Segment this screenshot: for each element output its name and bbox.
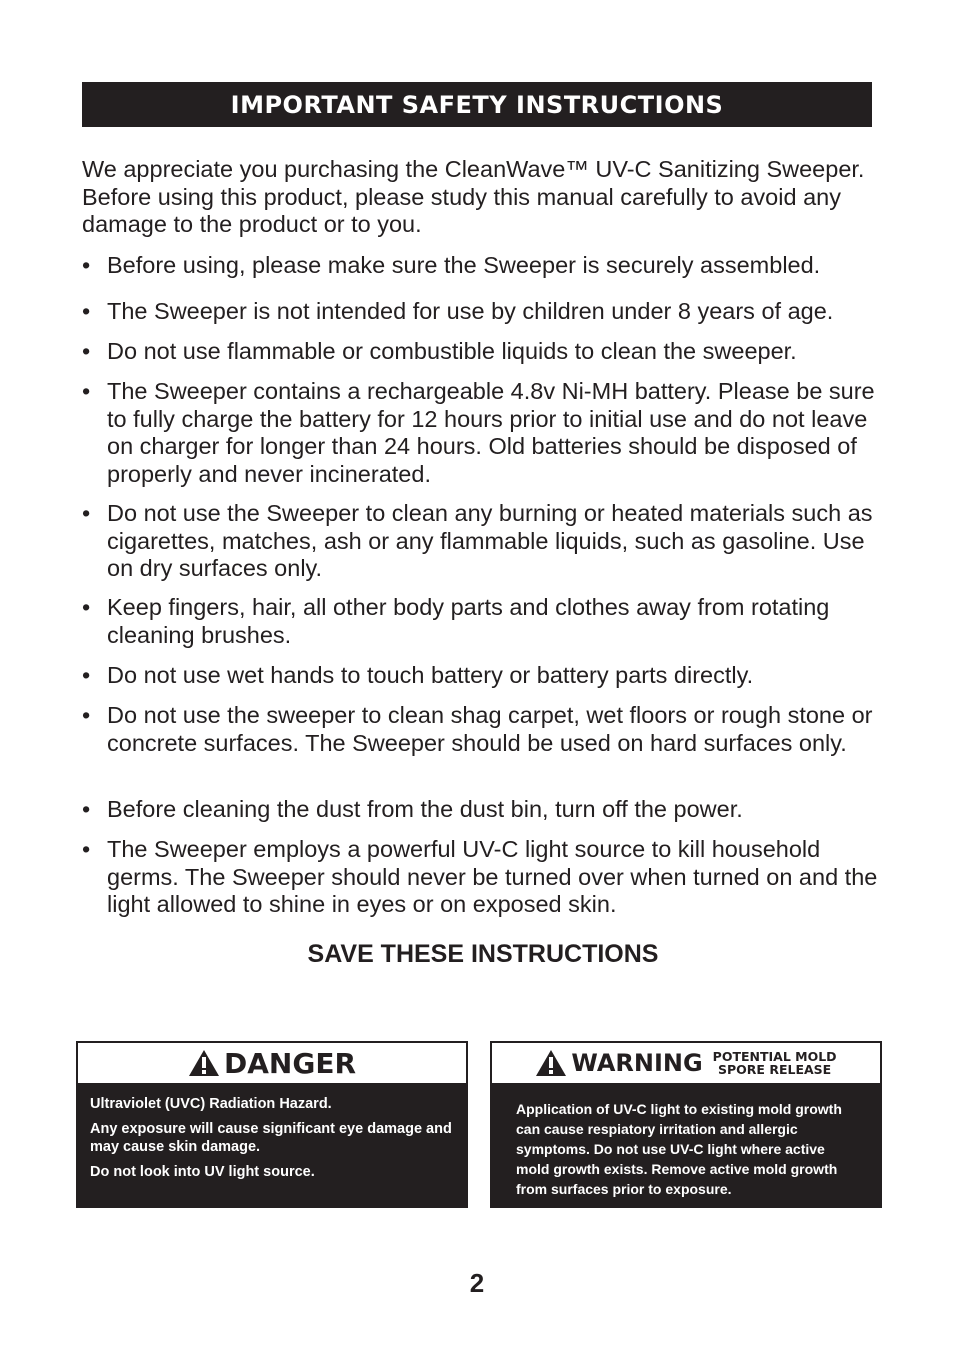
list-item-text: Before using, please make sure the Sweeper is securely assembled. (107, 252, 821, 278)
warning-signal-word: WARNING (571, 1049, 703, 1077)
warning-triangle-icon (188, 1049, 220, 1077)
danger-signal-word: DANGER (223, 1046, 356, 1080)
warning-label-body: Application of UV-C light to existing mold growth can cause respiatory irritation and allergic symptoms. Do not use UV-C light where active mold growth exists. Remove active mold growth from surfaces prior to exposure. (516, 1101, 842, 1197)
page-number: 2 (469, 1268, 485, 1298)
save-instructions-heading: SAVE THESE INSTRUCTIONS (307, 940, 659, 968)
bullet-glyph: • (82, 500, 91, 526)
hazard-tag-line: POTENTIAL MOLD (712, 1049, 837, 1064)
list-item (82, 594, 892, 649)
danger-line: Do not look into UV light source. (90, 1164, 315, 1180)
danger-label (76, 1041, 468, 1208)
list-item-text: The Sweeper employs a powerful UV-C light source to kill household germs. The Sweeper should never be turned over when turned on and the light allowed to shine in eyes or on exposed skin. (107, 836, 878, 917)
list-item-text: Do not use the Sweeper to clean any burning or heated materials such as cigarettes, matches, ash or any flammable liquids, such as gasoline. Use on dry surfaces only. (107, 500, 873, 581)
hazard-tag-line: SPORE RELEASE (718, 1062, 832, 1077)
list-item (82, 702, 892, 757)
list-item (82, 500, 892, 583)
section-title: IMPORTANT SAFETY INSTRUCTIONS (230, 90, 724, 119)
danger-line: Ultraviolet (UVC) Radiation Hazard. (90, 1096, 332, 1112)
list-item (82, 252, 892, 280)
list-item-text: Do not use wet hands to touch battery or battery parts directly. (107, 662, 754, 688)
bullet-glyph: • (82, 378, 91, 404)
list-item (82, 298, 892, 326)
list-item-text: Do not use flammable or combustible liquids to clean the sweeper. (107, 338, 797, 364)
danger-label-header (78, 1043, 466, 1083)
list-item (82, 796, 892, 824)
danger-label-body (78, 1083, 466, 1181)
intro-paragraph: We appreciate you purchasing the CleanWave™ UV-C Sanitizing Sweeper. Before using this product, please study this manual carefully to avoid any damage to the product or to you. (82, 156, 865, 237)
list-item (82, 662, 892, 690)
bullet-glyph: • (82, 338, 91, 364)
bullet-glyph: • (82, 662, 91, 688)
bullet-glyph: • (82, 796, 91, 822)
list-item (82, 836, 892, 919)
bullet-glyph: • (82, 252, 91, 278)
warning-label (490, 1041, 882, 1208)
list-item-text: Before cleaning the dust from the dust bin, turn off the power. (107, 796, 743, 822)
list-item-text: The Sweeper contains a rechargeable 4.8v Ni-MH battery. Please be sure to fully charge the battery for 12 hours prior to initial use and do not leave on charger for longer than 24 hours. Old batteries should be disposed of properly and never incinerated. (107, 378, 875, 487)
list-item-text: Do not use the sweeper to clean shag carpet, wet floors or rough stone or concrete surfaces. The Sweeper should be used on hard surfaces only. (107, 702, 873, 756)
list-item (82, 378, 892, 488)
bullet-glyph: • (82, 702, 91, 728)
list-item-text: The Sweeper is not intended for use by children under 8 years of age. (107, 298, 834, 324)
list-item (82, 338, 892, 366)
list-item-text: Keep fingers, hair, all other body parts and clothes away from rotating cleaning brushes. (107, 594, 830, 648)
danger-line: Any exposure will cause significant eye damage and may cause skin damage. (90, 1121, 452, 1155)
warning-triangle-icon (535, 1049, 567, 1077)
hazard-tag (713, 1050, 837, 1076)
section-title-bar (82, 82, 872, 127)
bullet-glyph: • (82, 836, 91, 862)
bullet-glyph: • (82, 594, 91, 620)
warning-label-header (492, 1043, 880, 1083)
bullet-glyph: • (82, 298, 91, 324)
